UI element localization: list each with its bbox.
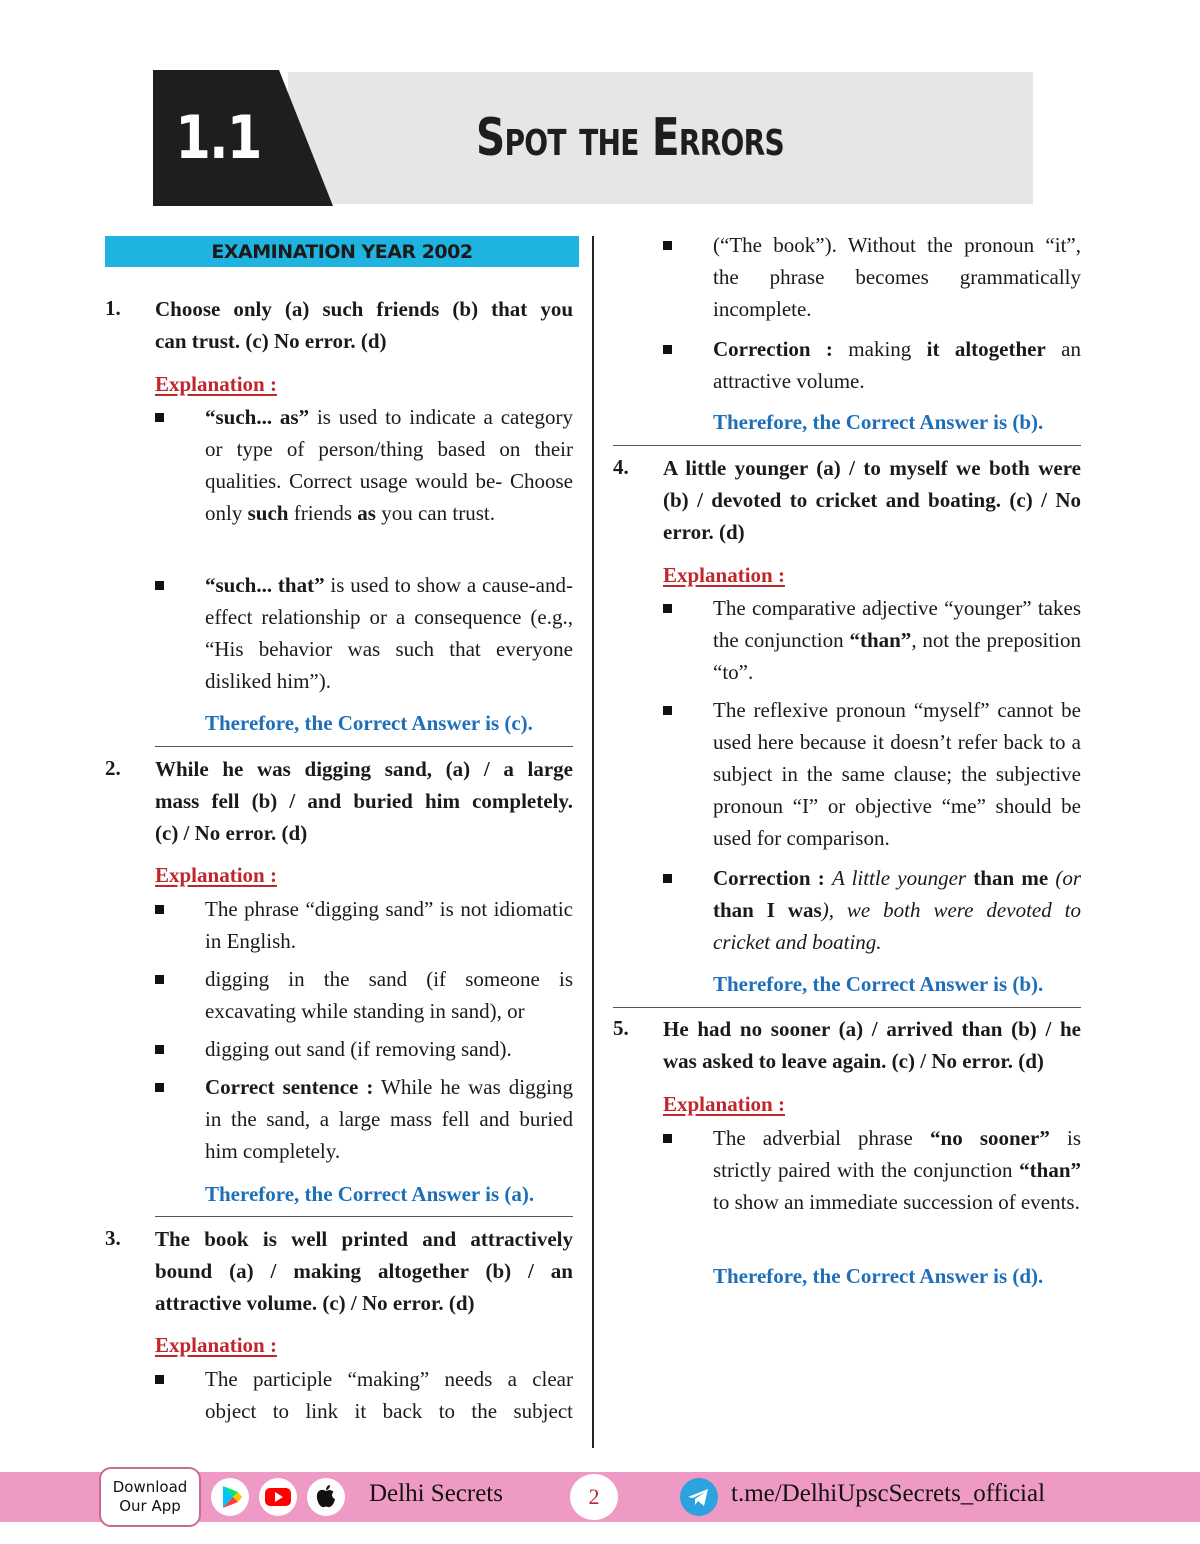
correct-answer: Therefore, the Correct Answer is (d). [713, 1264, 1044, 1288]
question-number: 2. [105, 756, 121, 780]
explanation-bullet: digging out sand (if removing sand). [205, 1033, 573, 1065]
chapter-number: 1.1 [175, 103, 261, 173]
brand-name: Delhi Secrets [369, 1480, 503, 1507]
divider-line [613, 1007, 1081, 1008]
divider-line [613, 445, 1081, 446]
download-app-button[interactable] [99, 1467, 201, 1527]
divider-line [155, 746, 573, 747]
question-text: While he was digging sand, (a) / a large mass fell (b) / and buried him completely. (c) / No error. (d) [155, 757, 573, 845]
explanation-label: Explanation : [155, 1333, 277, 1357]
download-label: Download [112, 1478, 188, 1496]
divider-line [155, 1216, 573, 1217]
explanation-bullet: The comparative adjective “younger” takes the conjunction “than”, not the preposition “to”. [713, 592, 1081, 688]
explanation-bullet: The phrase “digging sand” is not idiomatic in English. [205, 893, 573, 957]
correct-answer: Therefore, the Correct Answer is (c). [205, 711, 533, 735]
explanation-label: Explanation : [663, 1092, 785, 1116]
correct-answer: Therefore, the Correct Answer is (b). [713, 410, 1044, 434]
explanation-bullet: Correction : A little younger than me (or than I was), we both were devoted to cricket and boating. [713, 862, 1081, 958]
explanation-bullet: “such... that” is used to show a cause-and-effect relationship or a consequence (e.g., “His behavior was such that everyone disliked him”). [205, 569, 573, 697]
explanation-bullet: Correction : making it altogether an attractive volume. [713, 333, 1081, 397]
telegram-icon[interactable] [679, 1477, 719, 1517]
question-number: 3. [105, 1226, 121, 1250]
column-divider [592, 236, 594, 1448]
examination-year-bar: EXAMINATION YEAR 2002 [105, 236, 579, 267]
question-text: The book is well printed and attractively bound (a) / making altogether (b) / an attractive volume. (c) / No error. (d) [155, 1227, 573, 1315]
page-number: 2 [570, 1474, 618, 1520]
chapter-title: Spot the Errors [476, 108, 784, 168]
explanation-bullet: The adverbial phrase “no sooner” is strictly paired with the conjunction “than” to show an immediate succession of events. [713, 1122, 1081, 1218]
explanation-bullet: The reflexive pronoun “myself” cannot be used here because it doesn’t refer back to a subject in the same clause; the subjective pronoun “I” or objective “me” should be used for comparison. [713, 694, 1081, 854]
question-number: 1. [105, 296, 121, 320]
apple-icon[interactable] [307, 1478, 345, 1516]
explanation-label: Explanation : [155, 372, 277, 396]
correct-answer: Therefore, the Correct Answer is (a). [205, 1182, 535, 1206]
explanation-label: Explanation : [663, 563, 785, 587]
question-text: Choose only (a) such friends (b) that you can trust. (c) No error. (d) [155, 297, 573, 353]
explanation-bullet-continued: (“The book”). Without the pronoun “it”, the phrase becomes grammatically incomplete. [713, 229, 1081, 325]
question-number: 4. [613, 455, 629, 479]
correct-answer: Therefore, the Correct Answer is (b). [713, 972, 1044, 996]
telegram-link[interactable]: t.me/DelhiUpscSecrets_official [731, 1480, 1046, 1507]
explanation-bullet: digging in the sand (if someone is excavating while standing in sand), or [205, 963, 573, 1027]
play-store-icon[interactable] [211, 1478, 249, 1516]
our-app-label: Our App [119, 1497, 181, 1515]
explanation-bullet: The participle “making” needs a clear object to link it back to the subject [205, 1363, 573, 1427]
explanation-label: Explanation : [155, 863, 277, 887]
question-number: 5. [613, 1016, 629, 1040]
question-text: He had no sooner (a) / arrived than (b) / he was asked to leave again. (c) / No error. (d) [663, 1017, 1081, 1073]
youtube-icon[interactable] [259, 1478, 297, 1516]
explanation-bullet: Correct sentence : While he was digging in the sand, a large mass fell and buried him completely. [205, 1071, 573, 1167]
explanation-bullet: “such... as” is used to indicate a category or type of person/thing based on their qualities. Correct usage would be- Choose only such friends as you can trust. [205, 401, 573, 529]
question-text: A little younger (a) / to myself we both were (b) / devoted to cricket and boating. (c) / No error. (d) [663, 456, 1081, 544]
